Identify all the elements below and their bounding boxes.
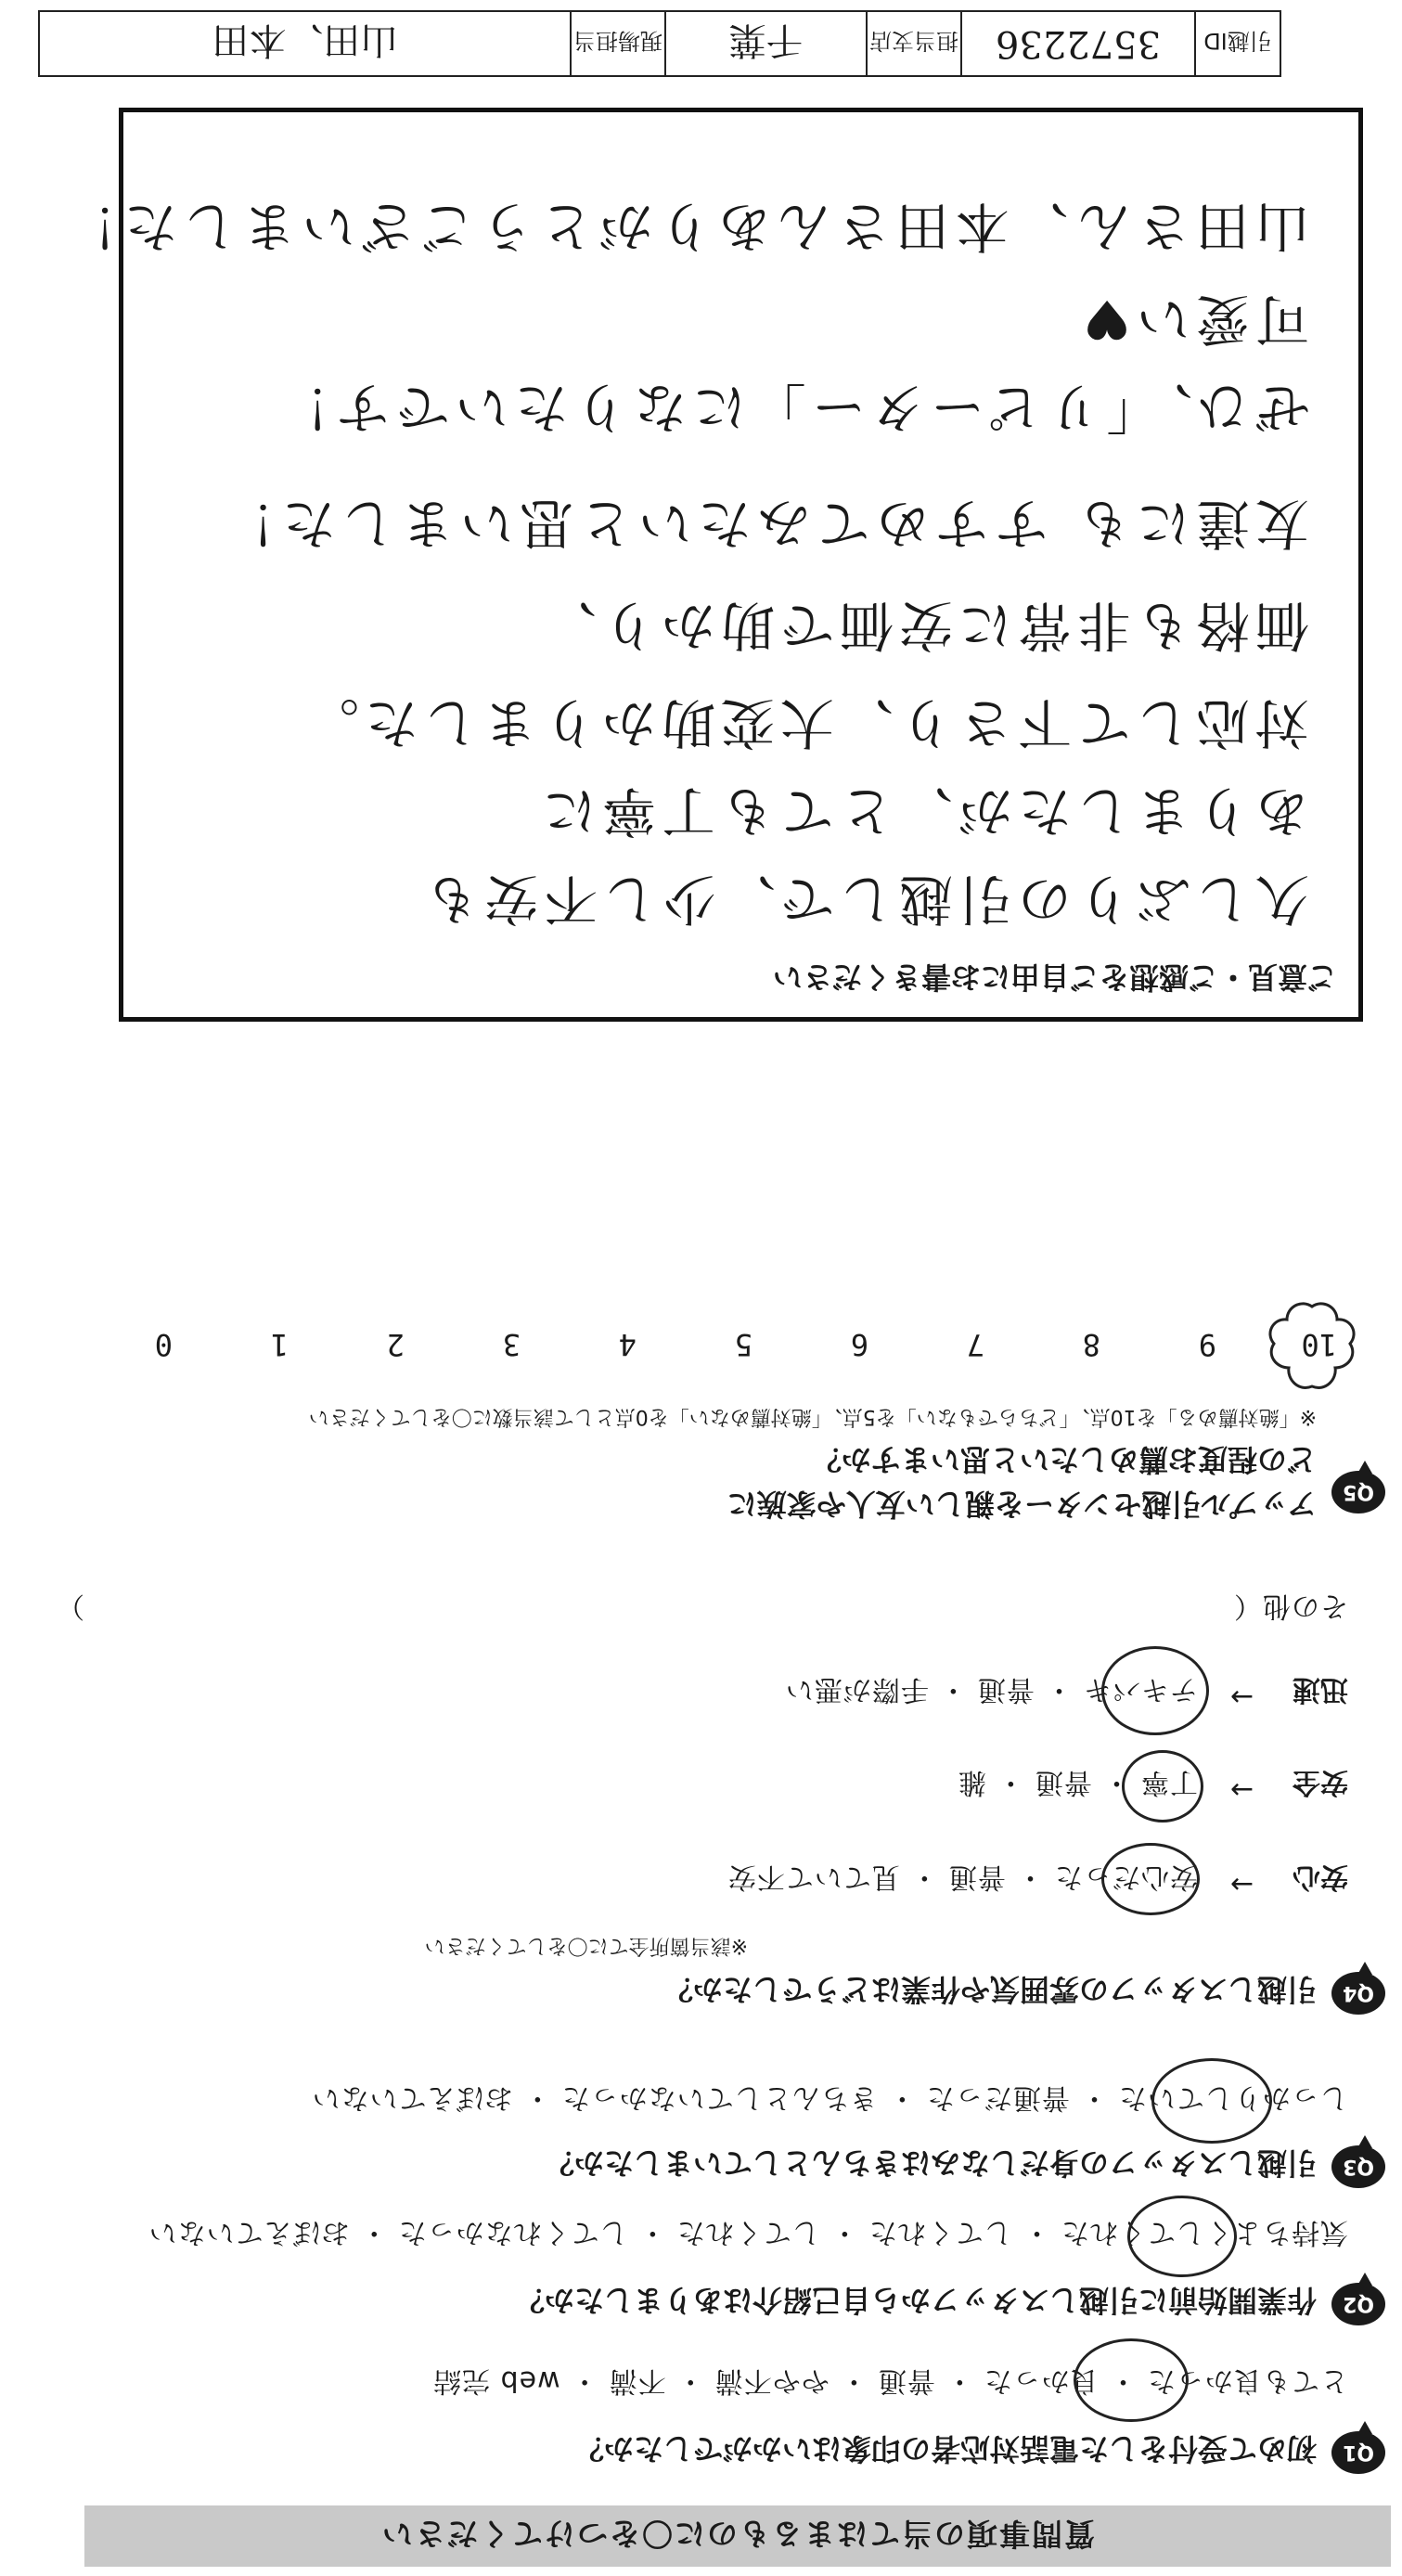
q3-selection-circle <box>1151 2058 1272 2144</box>
comment-heading: ご意見・ご感想をご自由にお書きください <box>772 960 1337 995</box>
comment-line-6: ぜひ、「リピーター」になりたいです！ <box>271 376 1309 439</box>
q3-options: しっかりしていた ・ 普通だった ・ きちんとしていなかった ・ おぼえていない <box>311 2081 1348 2114</box>
scale-selection-flower-icon <box>1261 1294 1363 1396</box>
staff-value: 山田、本田 <box>212 19 398 62</box>
comment-line-2: ありましたが、とても丁寧に <box>536 779 1309 843</box>
q2-question: 作業開始前に引越しスタッフから自己紹介はありましたか？ <box>514 2283 1317 2318</box>
q1-options: とても良かった ・ 良かった ・ 普通 ・ やや不満 ・ 不満 ・ web 完結 <box>432 2364 1348 2397</box>
q4-row-label-anzen: 安全 <box>1293 1766 1348 1798</box>
staff-label: 現場担当 <box>570 12 664 75</box>
scale-9: 9 <box>1198 1327 1216 1362</box>
q4-note: ※該当箇所全てに〇をしてください <box>424 1934 748 1957</box>
q4-anzen-circle <box>1122 1750 1203 1823</box>
scale-2: 2 <box>386 1327 405 1362</box>
q5-note: ※「絶対薦める」を10点、「どちらでもない」を5点、「絶対薦めない」を0点として該当数に〇をしてください <box>308 1405 1317 1428</box>
scale-7: 7 <box>966 1327 984 1362</box>
q3-question: 引越しスタッフの身だしなみはきちんとしていましたか？ <box>544 2145 1317 2181</box>
comment-line-8: 山田さん、本田さんありがとうございました！ <box>58 195 1309 258</box>
comment-line-1: 久しぶりの引越しで、少し不安も <box>419 868 1309 931</box>
q1-selection-circle <box>1074 2338 1189 2422</box>
comment-line-7: 可愛い♥ <box>1077 288 1309 351</box>
q4-other-label: その他（ <box>1233 1590 1348 1622</box>
scale-8: 8 <box>1082 1327 1100 1362</box>
scale-1: 1 <box>270 1327 289 1362</box>
q5-badge: Q5 <box>1331 1471 1385 1513</box>
scale-10: 10 <box>1301 1327 1337 1362</box>
q2-badge: Q2 <box>1331 2283 1385 2325</box>
q4-row-label-anshin: 安心 <box>1293 1861 1348 1893</box>
instruction-text: 質問事項の当てはまるものに〇をつけてください <box>380 2516 1095 2553</box>
id-value: 3572236 <box>960 12 1194 75</box>
scale-4: 4 <box>618 1327 637 1362</box>
comment-line-3: 対応して下さり、大変助かりました。 <box>299 691 1309 754</box>
branch-value: 千葉 <box>664 12 866 75</box>
scale-0: 0 <box>154 1327 173 1362</box>
instruction-band <box>84 2505 1391 2567</box>
q2-selection-circle <box>1127 2196 1237 2277</box>
q4-badge: Q4 <box>1331 1972 1385 2015</box>
q5-question-line1: アップル引越センターを親しい友人や家族に <box>727 1487 1317 1522</box>
q1-badge: Q1 <box>1331 2431 1385 2474</box>
scale-6: 6 <box>850 1327 868 1362</box>
comment-line-4: 価格も非常に安価で助かり、 <box>536 594 1309 657</box>
comment-line-5: 友達にも すすめてみたいと思いました！ <box>216 492 1309 555</box>
q4-row-arrow-jinsoku: → <box>1228 1681 1254 1713</box>
q2-options: 気持ちよくしてくれた ・ してくれた ・ してくれた ・ してくれなかった ・ おぼえていない <box>148 2216 1348 2248</box>
q3-badge: Q3 <box>1331 2145 1385 2188</box>
q4-jinsoku-circle <box>1101 1646 1209 1735</box>
q4-row-arrow-anzen: → <box>1228 1773 1254 1806</box>
q4-anshin-circle <box>1101 1843 1200 1915</box>
q4-other-close: ） <box>56 1590 84 1622</box>
id-label: 引越ID <box>1194 12 1280 75</box>
id-table <box>38 10 1281 77</box>
q1-question: 初めて受付をした電話対応者の印象はいかがでしたか？ <box>573 2431 1317 2467</box>
branch-label: 担当支店 <box>866 12 960 75</box>
q4-row-options-jinsoku: テキパキ ・ 普通 ・ 手際が悪い <box>784 1673 1198 1706</box>
q4-question: 引越しスタッフの雰囲気や作業はどうでしたか？ <box>662 1972 1317 2007</box>
scale-5: 5 <box>734 1327 752 1362</box>
scale-3: 3 <box>502 1327 521 1362</box>
q5-scale <box>75 1314 1337 1370</box>
q4-row-arrow-anshin: → <box>1228 1868 1254 1900</box>
q4-row-options-anshin: 安心だった ・ 普通 ・ 見ていて不安 <box>727 1861 1198 1893</box>
q5-question-line2: どの程度お薦めしたいと思いますか？ <box>811 1442 1317 1477</box>
q4-row-options-anzen: 丁寧 ・ 普通 ・ 雑 <box>957 1766 1198 1798</box>
q4-row-label-jinsoku: 迅速 <box>1293 1673 1348 1706</box>
